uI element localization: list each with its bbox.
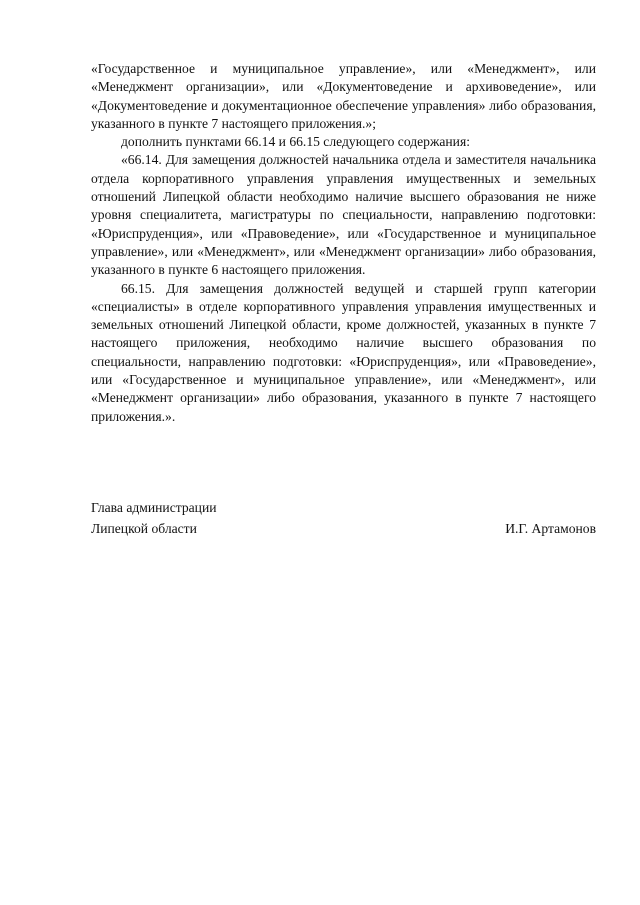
signatory-title-line2: Липецкой области [91,520,197,536]
paragraph-continuation: «Государственное и муниципальное управление», или «Менеджмент», или «Менеджмент организации», или «Документоведение и архивоведение», или «Документоведение и документационное обеспечение управления» либо образования, указанного в пункте 7 настоящего приложения.»; [91,61,596,131]
paragraph-66-15: 66.15. Для замещения должностей ведущей и старшей групп категории «специалисты» в отделе корпоративного управления управления имущественных и земельных отношений Липецкой области, кроме должностей, указанных в пункте 7 настоящего приложения, необходимо наличие высшего образования по специальности, направлению подготовки: «Юриспруденция», или «Правоведение», или «Государственное и муниципальное управление», или «Менеджмент», или «Менеджмент организации» либо образования, указанного в пункте 7 настоящего приложения.». [91,280,596,424]
paragraph-amendment-intro: дополнить пунктами 66.14 и 66.15 следующего содержания: [121,134,470,150]
document-body [91,60,596,426]
signatory-title-line1: Глава администрации [91,500,217,515]
signatory-name: И.Г. Артамонов [505,520,596,536]
paragraph-66-14: «66.14. Для замещения должностей начальника отдела и заместителя начальника отдела корпоративного управления управления имущественных и земельных отношений Липецкой области необходимо наличие высшего образования не ниже уровня специалитета, магистратуры по специальности, направлению подготовки: «Юриспруденция», или «Правоведение», или «Государственное и муниципальное управление», или «Менеджмент», или «Менеджмент организации» либо образования, указанного в пункте 6 настоящего приложения. [91,152,596,278]
signature-row [91,519,596,540]
signature-block [91,498,596,539]
